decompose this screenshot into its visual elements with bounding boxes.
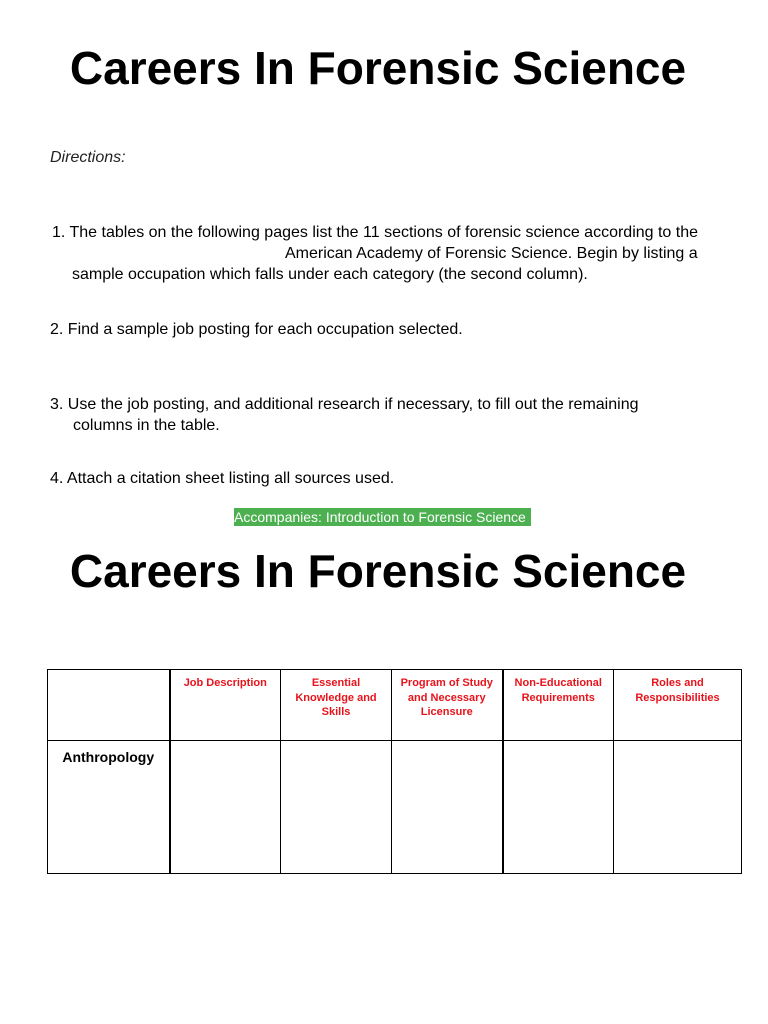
direction-step-1 <box>52 222 752 285</box>
header-blank-cell <box>48 670 170 741</box>
step-3-line-2: columns in the table. <box>73 417 220 434</box>
table-cell-roles[interactable] <box>614 741 742 874</box>
header-non-educational: Non-Educational Requirements <box>503 670 614 741</box>
step-1-line-3: sample occupation which falls under each category (the second column). <box>72 266 588 283</box>
table-row <box>48 741 742 874</box>
accompanies-banner: Accompanies: Introduction to Forensic Science <box>234 508 531 526</box>
table-cell-essential-knowledge[interactable] <box>281 741 392 874</box>
header-job-description: Job Description <box>170 670 281 741</box>
direction-step-3 <box>50 394 750 436</box>
table-cell-non-educational[interactable] <box>503 741 614 874</box>
directions-label: Directions: <box>50 149 126 166</box>
header-essential-knowledge: Essential Knowledge and Skills <box>281 670 392 741</box>
table-cell-job-description[interactable] <box>170 741 281 874</box>
step-3-line-1: 3. Use the job posting, and additional research if necessary, to fill out the remaining <box>50 396 639 413</box>
table-header-row <box>48 670 742 741</box>
careers-table <box>47 669 742 874</box>
page-title: Careers In Forensic Science <box>69 42 687 94</box>
header-program-of-study: Program of Study and Necessary Licensure <box>392 670 503 741</box>
step-1-line-2: American Academy of Forensic Science. Begin by listing a <box>285 245 698 262</box>
row-label-anthropology: Anthropology <box>48 741 170 874</box>
direction-step-4: 4. Attach a citation sheet listing all sources used. <box>50 470 395 487</box>
header-roles: Roles and Responsibilities <box>614 670 742 741</box>
step-1-line-1: 1. The tables on the following pages list the 11 sections of forensic science according to the <box>52 224 699 241</box>
page-2-title: Careers In Forensic Science <box>69 545 687 597</box>
direction-step-2: 2. Find a sample job posting for each occupation selected. <box>50 321 463 338</box>
table-cell-program-of-study[interactable] <box>392 741 503 874</box>
